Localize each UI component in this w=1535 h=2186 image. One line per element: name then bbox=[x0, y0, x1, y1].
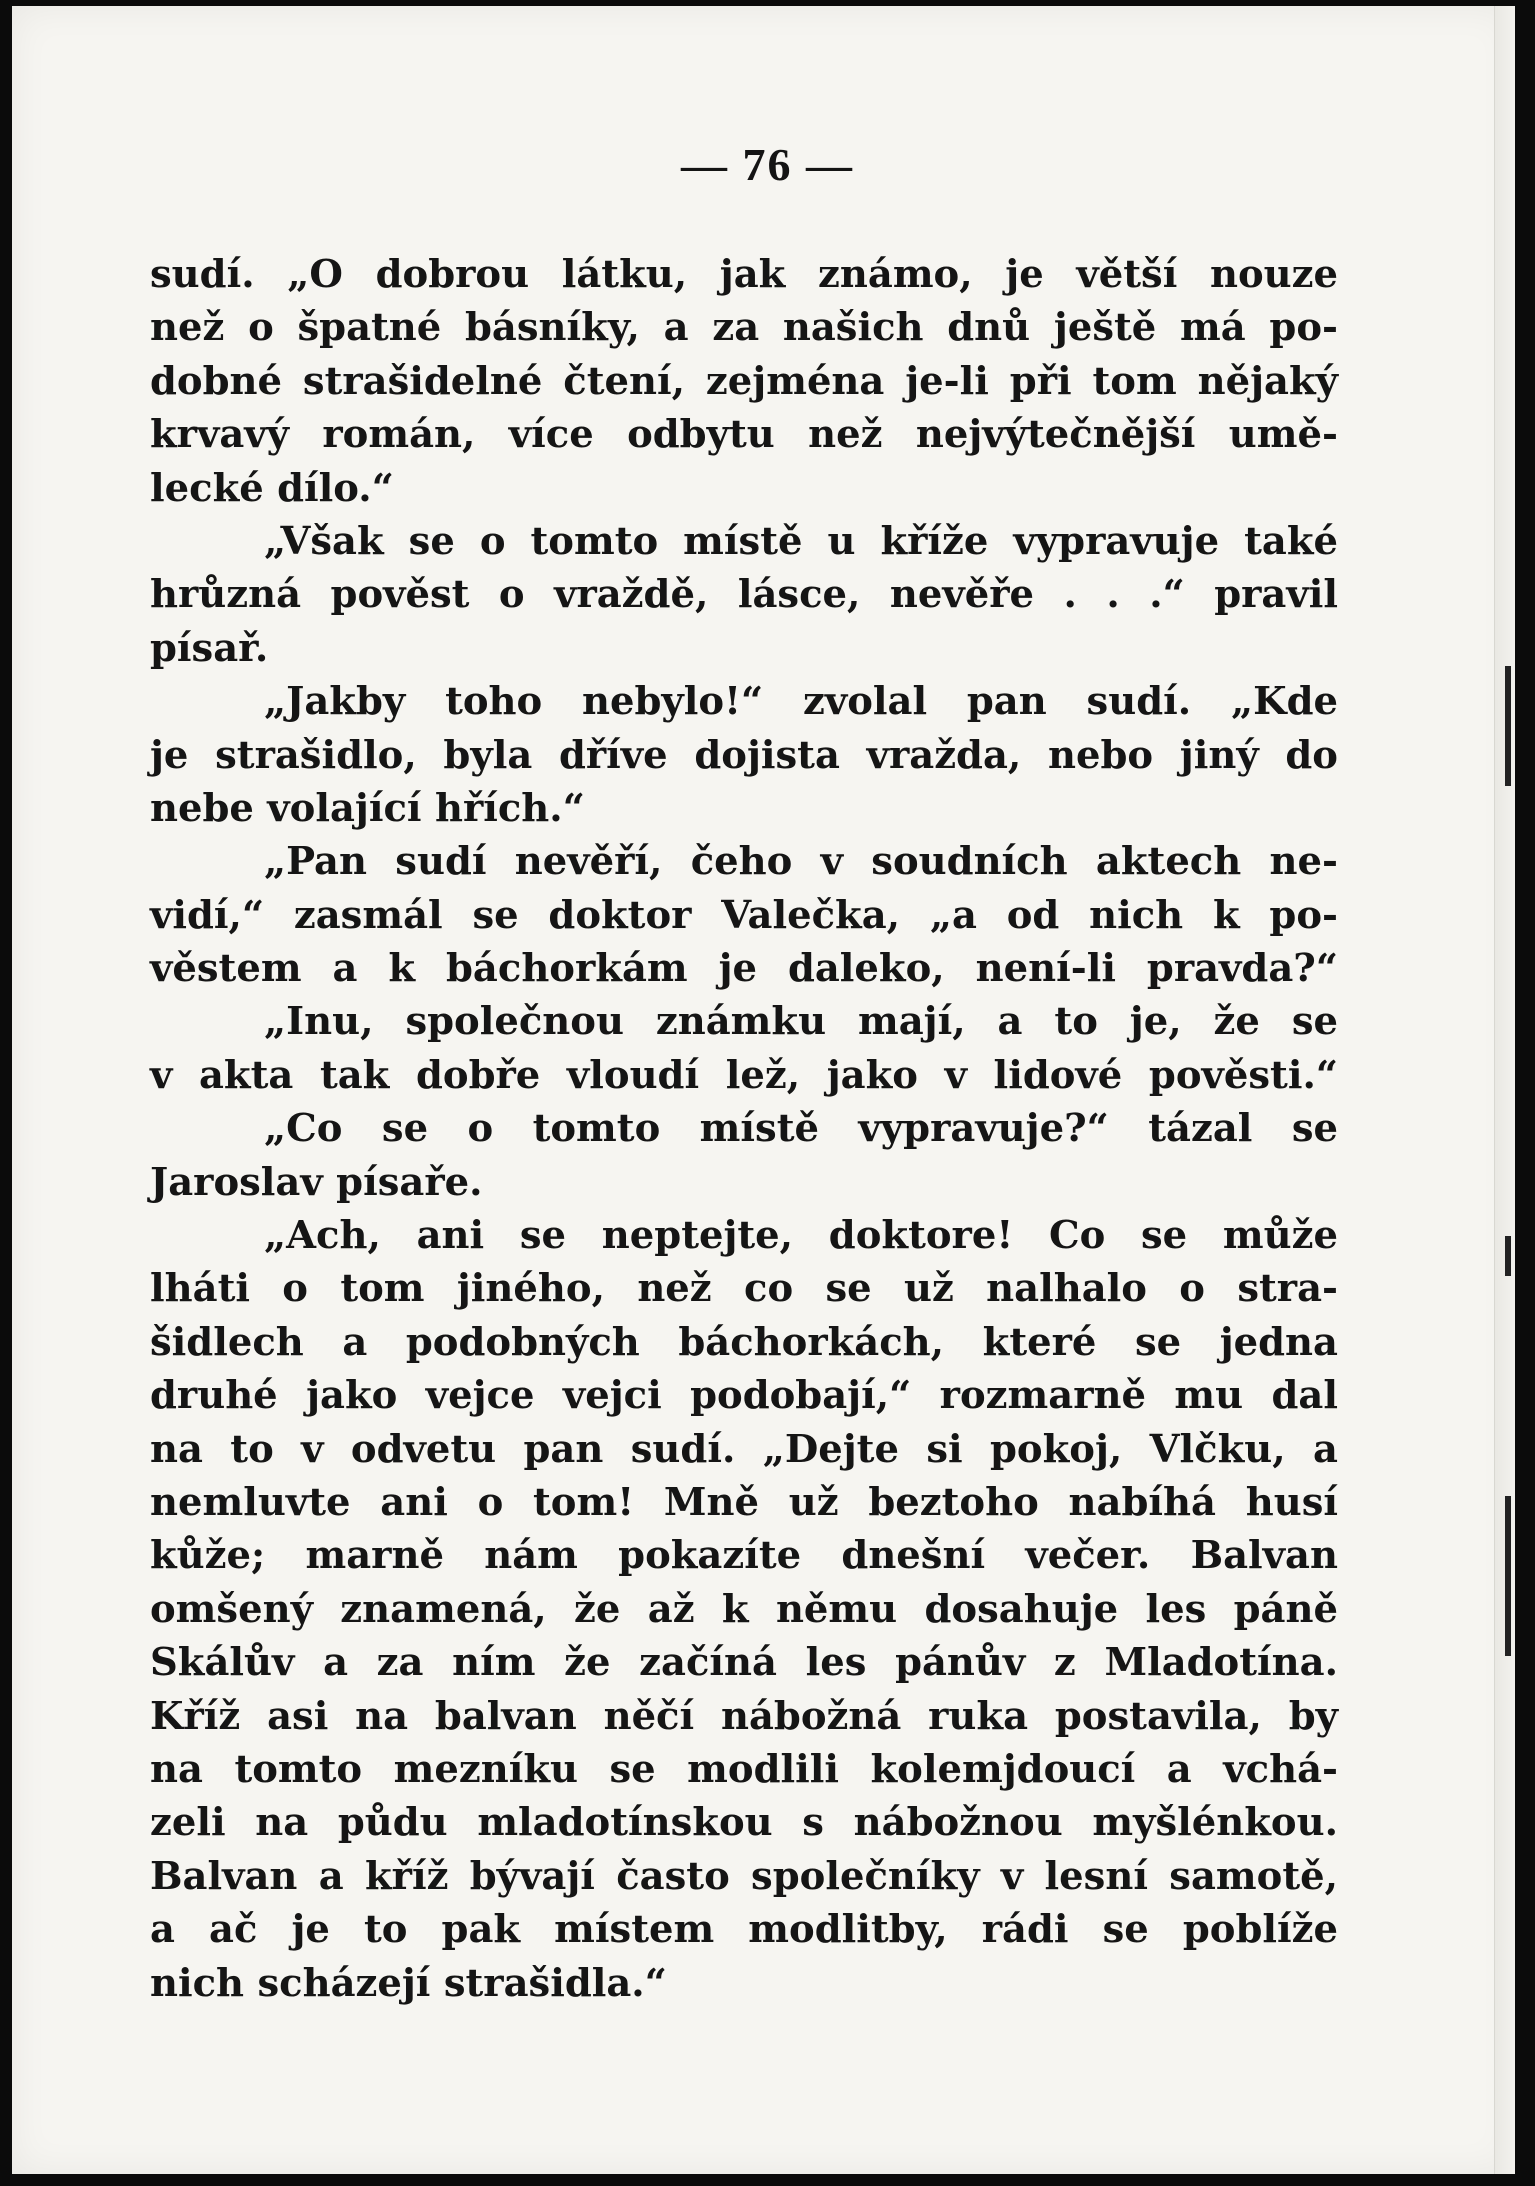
text-line: písař. bbox=[150, 625, 269, 671]
text-line: „Ach, ani se neptejte, doktore! Co se může bbox=[264, 1213, 1338, 1259]
text-line: krvavý román, více odbytu než nejvýtečnější umě- bbox=[150, 412, 1338, 458]
text-line: lháti o tom jiného, než co se už nalhalo o stra- bbox=[150, 1266, 1338, 1312]
text-line: šidlech a podobných báchorkách, které se jedna bbox=[150, 1319, 1338, 1365]
text-line: na to v odvetu pan sudí. „Dejte si pokoj, Vlčku, a bbox=[150, 1426, 1338, 1472]
text-line: lecké dílo.“ bbox=[150, 465, 394, 511]
binding-mark bbox=[1505, 666, 1511, 786]
text-line: na tomto mezníku se modlili kolemjdoucí a vchá- bbox=[150, 1746, 1338, 1792]
text-line: Jaroslav písaře. bbox=[150, 1159, 483, 1205]
text-line: dobné strašidelné čtení, zejména je-li při tom nějaký bbox=[150, 358, 1338, 404]
text-line: kůže; marně nám pokazíte dnešní večer. Balvan bbox=[150, 1533, 1338, 1579]
binding-mark bbox=[1505, 1496, 1511, 1656]
text-line: „Pan sudí nevěří, čeho v soudních aktech ne- bbox=[264, 839, 1338, 885]
text-line: Balvan a kříž bývají často společníky v lesní samotě, bbox=[150, 1853, 1338, 1899]
page-number: — 76 — bbox=[681, 139, 854, 190]
text-line: omšený znamená, že až k němu dosahuje les páně bbox=[150, 1586, 1338, 1632]
text-line: věstem a k báchorkám je daleko, není-li pravda?“ bbox=[150, 946, 1338, 992]
text-line: nich scházejí strašidla.“ bbox=[150, 1960, 667, 2006]
text-line: Kříž asi na balvan něčí nábožná ruka postavila, by bbox=[150, 1693, 1338, 1739]
text-line: je strašidlo, byla dříve dojista vražda, nebo jiný do bbox=[150, 732, 1338, 778]
text-line: než o špatné básníky, a za našich dnů ještě má po- bbox=[150, 305, 1338, 351]
text-line: nemluvte ani o tom! Mně už beztoho nabíhá husí bbox=[150, 1479, 1338, 1525]
text-line: „Jakby toho nebylo!“ zvolal pan sudí. „Kde bbox=[264, 679, 1338, 725]
text-line: hrůzná pověst o vraždě, lásce, nevěře . . .“ pravil bbox=[150, 572, 1338, 618]
text-line: Skálův a za ním že začíná les pánův z Mladotína. bbox=[150, 1640, 1338, 1686]
text-line: „Však se o tomto místě u kříže vypravuje také bbox=[264, 518, 1338, 564]
text-line: zeli na půdu mladotínskou s nábožnou myšlénkou. bbox=[150, 1800, 1338, 1846]
text-line: sudí. „O dobrou látku, jak známo, je větší nouze bbox=[150, 252, 1338, 297]
text-line: druhé jako vejce vejci podobají,“ rozmarně mu dal bbox=[150, 1373, 1338, 1419]
text-line: vidí,“ zasmál se doktor Valečka, „a od nich k po- bbox=[150, 892, 1338, 938]
binding-mark bbox=[1505, 1236, 1511, 1276]
text-line: a ač je to pak místem modlitby, rádi se poblíže bbox=[150, 1907, 1338, 1953]
text-line: „Co se o tomto místě vypravuje?“ tázal se bbox=[264, 1106, 1338, 1152]
page-edge bbox=[1494, 6, 1515, 2174]
text-line: „Inu, společnou známku mají, a to je, že se bbox=[264, 999, 1338, 1045]
text-line: nebe volající hřích.“ bbox=[150, 785, 585, 831]
body-text bbox=[150, 248, 1338, 2010]
text-line: v akta tak dobře vloudí lež, jako v lidové pověsti.“ bbox=[150, 1052, 1338, 1098]
